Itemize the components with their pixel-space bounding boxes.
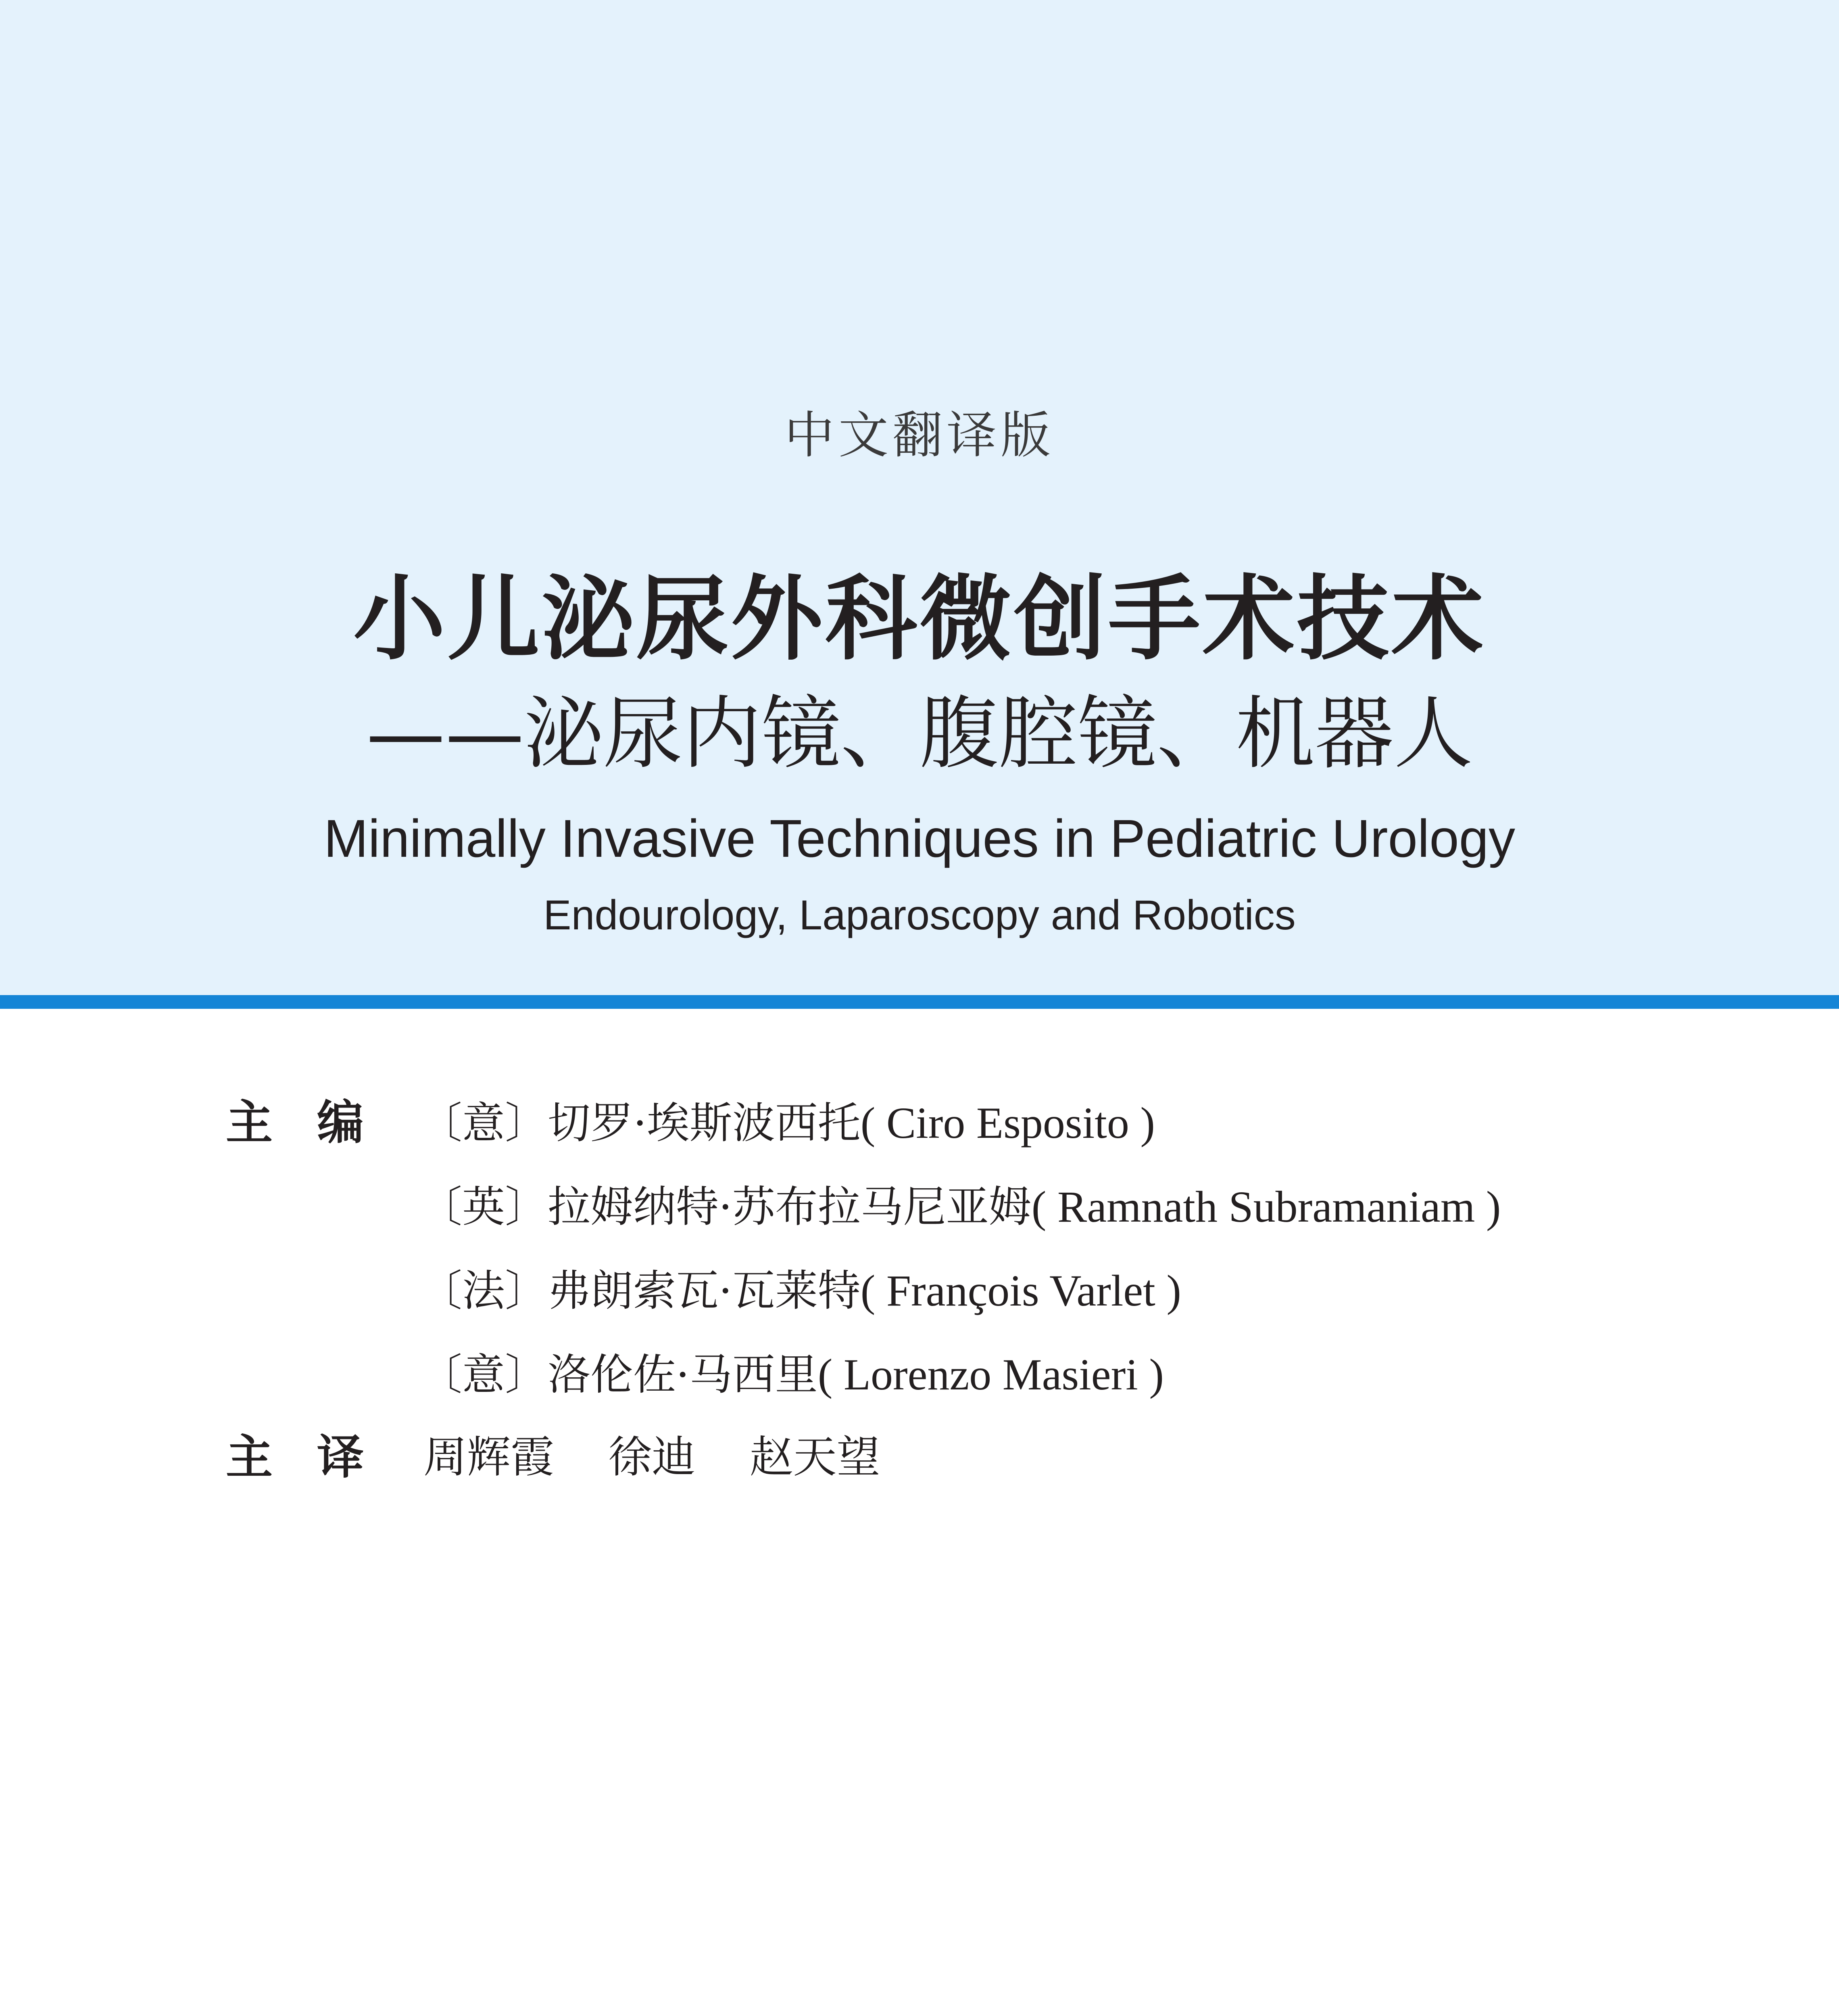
blue-divider xyxy=(0,995,1839,1009)
editor-country: 〔意〕 xyxy=(419,1098,548,1148)
editor-name-chinese: 切罗·埃斯波西托 xyxy=(548,1098,861,1148)
editor-name-chinese: 弗朗索瓦·瓦莱特 xyxy=(548,1266,861,1316)
book-subtitle-chinese: ——泌尿内镜、腹腔镜、机器人 xyxy=(366,688,1473,780)
chief-editor-label: 主编 xyxy=(226,1095,408,1150)
editor-name-english: ( Ramnath Subramaniam ) xyxy=(1031,1182,1501,1231)
editor-entry xyxy=(419,1177,1501,1237)
book-title-english: Minimally Invasive Techniques in Pediatric Urology xyxy=(323,809,1516,868)
editor-name-chinese: 拉姆纳特·苏布拉马尼亚姆 xyxy=(548,1182,1032,1232)
editor-country: 〔法〕 xyxy=(419,1266,548,1316)
editor-name-chinese: 洛伦佐·马西里 xyxy=(548,1350,818,1400)
editor-entry xyxy=(419,1260,1181,1321)
translator-names: 周辉霞 徐迪 赵天望 xyxy=(423,1432,880,1483)
editor-name-english: ( Lorenzo Masieri ) xyxy=(817,1350,1164,1399)
editor-country: 〔英〕 xyxy=(419,1182,548,1232)
editor-entry xyxy=(419,1344,1164,1405)
chief-translator-label: 主译 xyxy=(226,1430,408,1485)
editor-name-english: ( Ciro Esposito ) xyxy=(860,1098,1155,1148)
edition-label: 中文翻译版 xyxy=(784,406,1055,464)
book-subtitle-english: Endourology, Laparoscopy and Robotics xyxy=(543,892,1296,939)
editor-entry xyxy=(419,1093,1155,1154)
editor-name-english: ( François Varlet ) xyxy=(860,1266,1181,1315)
book-title-chinese: 小儿泌尿外科微创手术技术 xyxy=(353,565,1486,673)
editor-country: 〔意〕 xyxy=(419,1350,548,1400)
